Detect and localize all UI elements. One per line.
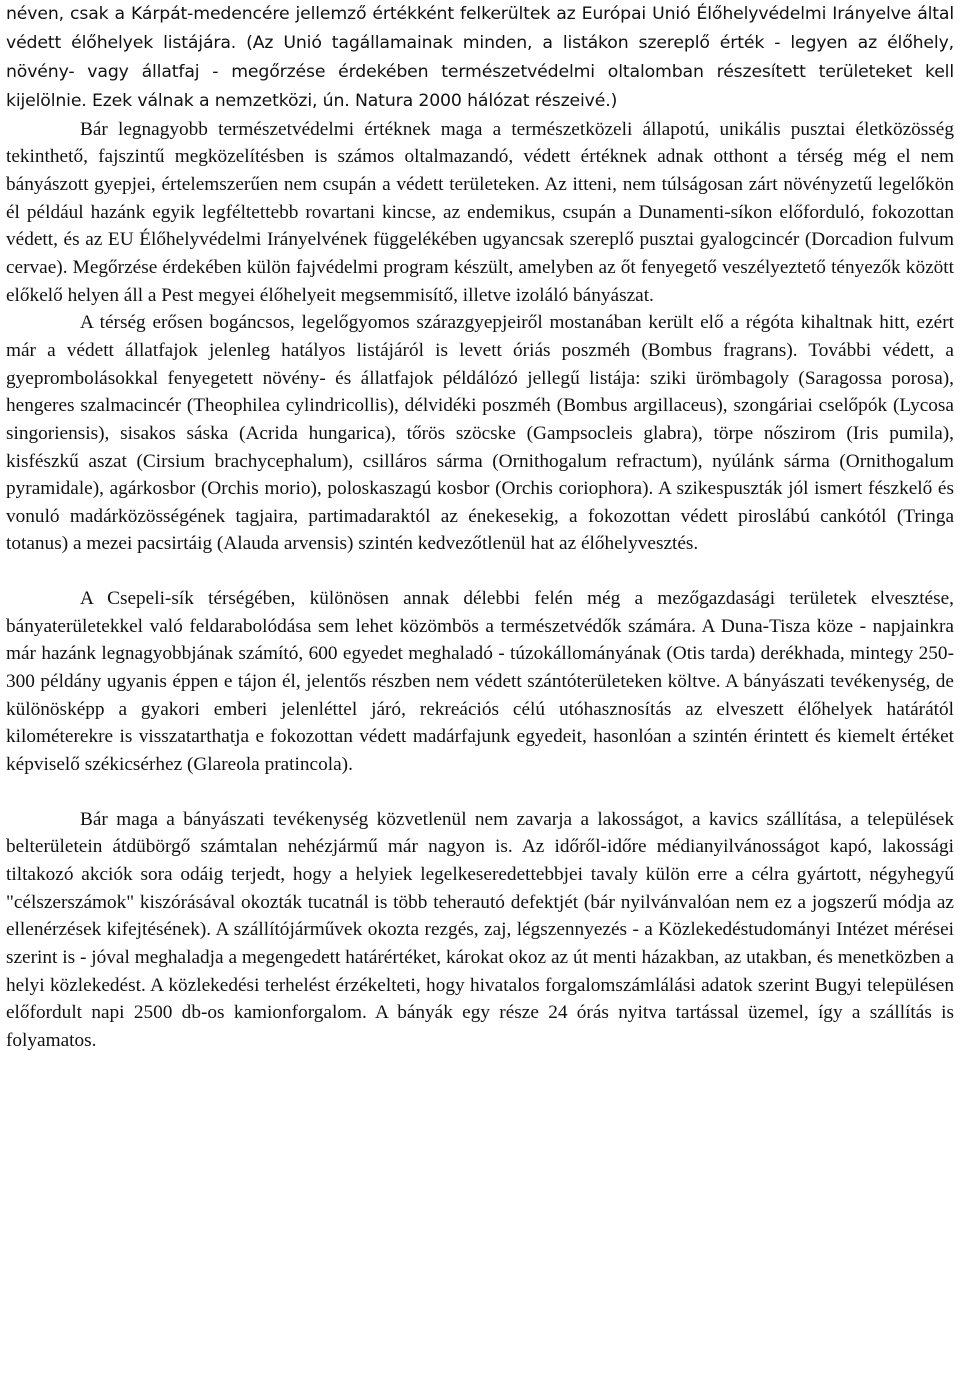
paragraph-csepel-plain (6, 585, 954, 779)
paragraph-text: A térség erősen bogáncsos, legelőgyomos szárazgyepjeiről mostanában került elő a régóta kihaltnak hitt, ezért már a védett állatfajok jelenleg hatályos listájáról is levett óriás poszméh (Bombus fragrans). További védett, a gyeprombolásokkal fenyegetett növény- és állatfajok példálózó jellegű listája: sziki ürömbagoly (Saragossa porosa), hengeres szalmacincér (Theophilea cylindricollis), délvidéki poszméh (Bombus argillaceus), szongáriai cselőpók (Lycosa singoriensis), sisakos sáska (Acrida hungarica), tőrös szöcske (Gampsocleis glabra), törpe nőszirom (Iris pumila), kisfészkű aszat (Cirsium brachycephalum), csilláros sárma (Ornithogalum refractum), nyúlánk sárma (Ornithogalum pyramidale), agárkosbor (Orchis morio), poloskaszagú kosbor (Orchis coriophora). A szikespuszták jól ismert fészkelő és vonuló madárközösségének tagjaira, partimadaraktól az énekesekig, a fokozottan védett piroslábú cankótól (Tringa totanus) a mezei pacsirtáig (Alauda arvensis) szintén kedvezőtlenül hat az élőhelyvesztés. (6, 312, 954, 555)
paragraph-text: Bár legnagyobb természetvédelmi értéknek maga a természetközeli állapotú, unikális pusztai életközösség tekinthető, fajszintű megközelítésben is számos oltalmazandó, védett értéknek adnak otthont a térség még el nem bányászott gyepjei, értelemszerűen nem csupán a védett területeken. Az itteni, nem túlságosan zárt növényzetű legelőkön él például hazánk egyik legféltettebb rovartani kincse, az endemikus, csupán a Dunamenti-síkon előforduló, fokozottan védett, és az EU Élőhelyvédelmi Irányelvének függelékében ugyancsak szereplő pusztai gyalogcincér (Dorcadion fulvum cervae). Megőrzése érdekében külön fajvédelmi program készült, amelyben az őt fenyegető veszélyeztető tényezők között előkelő helyen áll a Pest megyei élőhelyeit megsemmisítő, illetve izoláló bányászat. (6, 118, 954, 306)
document-page (6, 0, 954, 1055)
paragraph-text: néven, csak a Kárpát-medencére jellemző értékként felkerültek az Európai Unió Élőhelyvédelmi Irányelve által védett élőhelyek listájára. (Az Unió tagállamainak minden, a listákon szereplő érték - legyen az élőhely, növény- vagy állatfaj - megőrzése érdekében természetvédelmi oltalomban részesített területeket kell kijelölnie. Ezek válnak a nemzetközi, ún. Natura 2000 hálózat részeivé.) (6, 4, 954, 111)
paragraph-transport-impact (6, 806, 954, 1055)
paragraph-protected-species (6, 309, 954, 558)
paragraph-text: Bár maga a bányászati tevékenység közvetlenül nem zavarja a lakosságot, a kavics szállítása, a települések belterületein átdübörgő számtalan nehézjármű már nagyon is. Az időről-időre médianyilvánosságot kapó, lakossági tiltakozó akciók sora odáig terjedt, hogy a helyiek legelkeseredettebbjei tavaly külön erre a célra gyártott, négyhegyű "célszerszámok" kiszórásával okozták tucatnál is több teherautó defektjét (bár nyilvánvalóan nem ez a jogszerű módja az ellenérzések kifejtésének). A szállítójárművek okozta rezgés, zaj, légszennyezés - a Közlekedéstudományi Intézet mérései szerint is - jóval meghaladja a megengedett határértéket, károkat okoz az út menti házakban, az utakban, és menetközben a helyi közlekedést. A közlekedési terhelést érzékelteti, hogy hivatalos forgalomszámlálási adatok szerint Bugyi településen előfordult napi 2500 db-os kamionforgalom. A bányák egy része 24 órás nyitva tartással üzemel, így a szállítás is folyamatos. (6, 808, 954, 1051)
paragraph-protected-values (6, 116, 954, 310)
paragraph-text: A Csepeli-sík térségében, különösen annak délebbi felén még a mezőgazdasági területek elvesztése, bányaterületekkel való feldarabolódása sem lehet közömbös a természetvédők számára. A Duna-Tisza köze - napjainkra már hazánk legnagyobbjának számító, 600 egyedet meghaladó - túzokállományának (Otis tarda) derékhada, mintegy 250-300 példány ugyanis éppen e tájon él, jelentős részben nem védett szántóterületeken költve. A bányászati tevékenység, de különösképp a gyakori emberi jelenléttel járó, rekreációs célú utóhasznosítás az elveszett élőhelyek határától kilométerekre is visszatarthatja e fokozottan védett madárfajunk egyedeit, hasonlóan a szintén érintett és kiemelt értéket képviselő székicsérhez (Glareola pratincola). (6, 588, 954, 776)
paragraph-natura-2000 (6, 0, 954, 116)
